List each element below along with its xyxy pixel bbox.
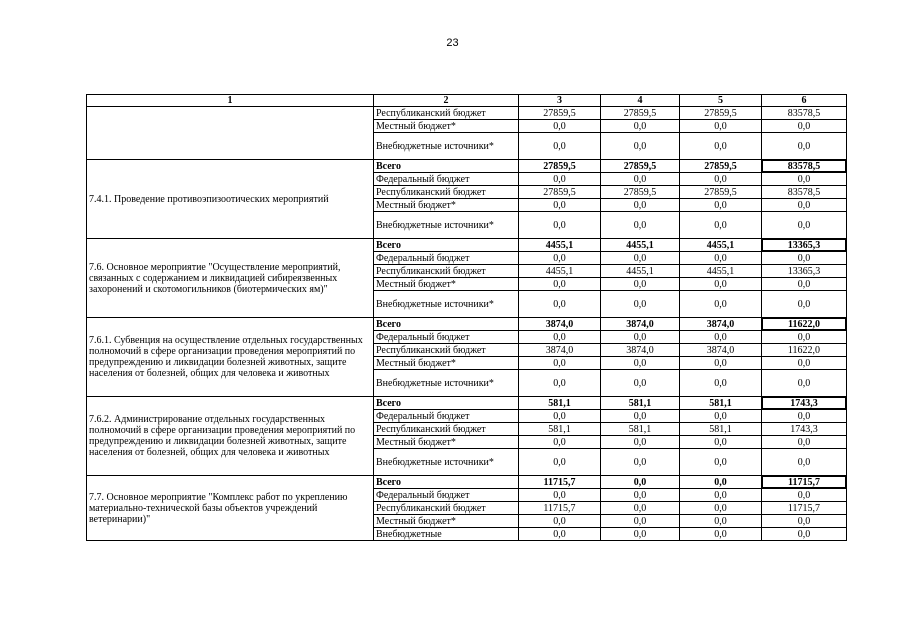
- value-year-1: 0,0: [519, 173, 601, 186]
- value-year-1: 0,0: [519, 515, 601, 528]
- value-year-3: 0,0: [680, 449, 762, 476]
- value-year-3: 0,0: [680, 528, 762, 541]
- measure-name: 7.6. Основное мероприятие "Осуществление мероприятий, связанных с содержанием и ликвидацией сибиреязвенных захоронений и скотомогильников (биотермических ям)": [87, 239, 374, 318]
- value-total: 0,0: [762, 515, 847, 528]
- funding-source: Всего: [374, 397, 519, 410]
- funding-source: Внебюджетные источники*: [374, 370, 519, 397]
- funding-source: Республиканский бюджет: [374, 265, 519, 278]
- funding-source: Местный бюджет*: [374, 436, 519, 449]
- value-year-3: 27859,5: [680, 186, 762, 199]
- column-header: 6: [762, 95, 847, 107]
- value-year-2: 0,0: [601, 331, 680, 344]
- value-year-1: 0,0: [519, 291, 601, 318]
- value-year-1: 0,0: [519, 436, 601, 449]
- value-total: 11715,7: [762, 502, 847, 515]
- value-year-3: 0,0: [680, 278, 762, 291]
- value-year-2: 0,0: [601, 357, 680, 370]
- value-year-3: 0,0: [680, 357, 762, 370]
- value-year-3: 3874,0: [680, 344, 762, 357]
- value-total: 0,0: [762, 278, 847, 291]
- value-year-1: 27859,5: [519, 186, 601, 199]
- value-year-2: 581,1: [601, 397, 680, 410]
- funding-source: Федеральный бюджет: [374, 410, 519, 423]
- value-year-2: 27859,5: [601, 160, 680, 173]
- funding-source: Внебюджетные источники*: [374, 291, 519, 318]
- value-total: 83578,5: [762, 186, 847, 199]
- value-year-3: 0,0: [680, 410, 762, 423]
- value-total: 13365,3: [762, 239, 847, 252]
- value-year-3: 0,0: [680, 252, 762, 265]
- measure-name: 7.7. Основное мероприятие "Комплекс работ по укреплению материально-технической базы объектов учреждений ветеринарии)": [87, 476, 374, 541]
- value-year-1: 3874,0: [519, 318, 601, 331]
- value-total: 0,0: [762, 173, 847, 186]
- value-year-1: 27859,5: [519, 160, 601, 173]
- value-year-2: 0,0: [601, 370, 680, 397]
- value-total: 1743,3: [762, 423, 847, 436]
- value-year-3: 4455,1: [680, 239, 762, 252]
- value-year-3: 0,0: [680, 173, 762, 186]
- funding-source: Всего: [374, 239, 519, 252]
- value-year-1: 0,0: [519, 278, 601, 291]
- value-year-3: 0,0: [680, 331, 762, 344]
- table-row: [87, 318, 847, 331]
- value-total: 1743,3: [762, 397, 847, 410]
- table-row: [87, 239, 847, 252]
- value-year-1: 0,0: [519, 410, 601, 423]
- funding-source: Внебюджетные источники*: [374, 449, 519, 476]
- funding-source: Местный бюджет*: [374, 120, 519, 133]
- column-header: 3: [519, 95, 601, 107]
- measure-name: 7.6.2. Администрирование отдельных государственных полномочий в сфере организации проведения мероприятий по предупреждению и ликвидации болезней животных, защите населения от болезней, общих для человека и животных: [87, 397, 374, 476]
- value-year-1: 3874,0: [519, 344, 601, 357]
- table-row: [87, 476, 847, 489]
- value-year-3: 27859,5: [680, 107, 762, 120]
- value-total: 11715,7: [762, 476, 847, 489]
- value-year-1: 0,0: [519, 252, 601, 265]
- value-year-2: 0,0: [601, 476, 680, 489]
- value-year-2: 581,1: [601, 423, 680, 436]
- value-year-1: 0,0: [519, 449, 601, 476]
- funding-source: Федеральный бюджет: [374, 331, 519, 344]
- value-year-3: 0,0: [680, 502, 762, 515]
- table-row: [87, 160, 847, 173]
- value-total: 0,0: [762, 528, 847, 541]
- value-year-2: 0,0: [601, 120, 680, 133]
- value-year-1: 0,0: [519, 212, 601, 239]
- value-total: 0,0: [762, 370, 847, 397]
- funding-source: Республиканский бюджет: [374, 186, 519, 199]
- value-year-3: 581,1: [680, 423, 762, 436]
- value-total: 0,0: [762, 199, 847, 212]
- value-year-3: 0,0: [680, 199, 762, 212]
- value-year-1: 11715,7: [519, 502, 601, 515]
- measure-name: 7.4.1. Проведение противоэпизоотических мероприятий: [87, 160, 374, 239]
- value-year-3: 0,0: [680, 212, 762, 239]
- value-year-1: 0,0: [519, 199, 601, 212]
- value-total: 11622,0: [762, 344, 847, 357]
- column-header: 2: [374, 95, 519, 107]
- value-year-3: 581,1: [680, 397, 762, 410]
- value-total: 0,0: [762, 252, 847, 265]
- value-year-2: 0,0: [601, 212, 680, 239]
- value-year-2: 0,0: [601, 173, 680, 186]
- table-row: [87, 397, 847, 410]
- value-year-2: 0,0: [601, 278, 680, 291]
- value-year-1: 581,1: [519, 423, 601, 436]
- value-year-2: 0,0: [601, 199, 680, 212]
- value-year-1: 581,1: [519, 397, 601, 410]
- value-year-2: 4455,1: [601, 265, 680, 278]
- value-year-1: 0,0: [519, 120, 601, 133]
- value-year-2: 0,0: [601, 502, 680, 515]
- value-year-3: 0,0: [680, 370, 762, 397]
- value-year-1: 0,0: [519, 370, 601, 397]
- value-total: 0,0: [762, 436, 847, 449]
- value-total: 0,0: [762, 410, 847, 423]
- funding-source: Республиканский бюджет: [374, 502, 519, 515]
- measure-name: 7.6.1. Субвенция на осуществление отдельных государственных полномочий в сфере организации проведения мероприятий по предупреждению и ликвидации болезней животных, защите населения от болезней, общих для человека и животных: [87, 318, 374, 397]
- value-year-3: 0,0: [680, 489, 762, 502]
- value-year-2: 3874,0: [601, 318, 680, 331]
- value-year-2: 0,0: [601, 436, 680, 449]
- value-year-1: 27859,5: [519, 107, 601, 120]
- value-year-2: 0,0: [601, 449, 680, 476]
- page-number: 23: [446, 37, 459, 49]
- funding-source: Республиканский бюджет: [374, 107, 519, 120]
- value-year-3: 27859,5: [680, 160, 762, 173]
- value-year-1: 0,0: [519, 331, 601, 344]
- value-year-2: 0,0: [601, 291, 680, 318]
- value-total: 0,0: [762, 133, 847, 160]
- value-year-1: 4455,1: [519, 239, 601, 252]
- budget-table: [86, 94, 847, 541]
- value-year-3: 0,0: [680, 120, 762, 133]
- value-year-1: 4455,1: [519, 265, 601, 278]
- table-body: [87, 107, 847, 541]
- value-year-1: 0,0: [519, 528, 601, 541]
- value-year-3: 0,0: [680, 133, 762, 160]
- value-total: 83578,5: [762, 160, 847, 173]
- value-total: 11622,0: [762, 318, 847, 331]
- funding-source: Местный бюджет*: [374, 278, 519, 291]
- column-header: 4: [601, 95, 680, 107]
- column-header: 1: [87, 95, 374, 107]
- funding-source: Федеральный бюджет: [374, 252, 519, 265]
- funding-source: Федеральный бюджет: [374, 489, 519, 502]
- value-total: 0,0: [762, 331, 847, 344]
- funding-source: Республиканский бюджет: [374, 423, 519, 436]
- funding-source: Местный бюджет*: [374, 515, 519, 528]
- value-year-1: 0,0: [519, 357, 601, 370]
- funding-source: Внебюджетные: [374, 528, 519, 541]
- funding-source: Всего: [374, 318, 519, 331]
- value-year-2: 0,0: [601, 528, 680, 541]
- value-year-2: 0,0: [601, 515, 680, 528]
- funding-source: Республиканский бюджет: [374, 344, 519, 357]
- value-year-2: 3874,0: [601, 344, 680, 357]
- value-year-2: 0,0: [601, 489, 680, 502]
- funding-source: Всего: [374, 160, 519, 173]
- value-year-3: 3874,0: [680, 318, 762, 331]
- value-year-3: 0,0: [680, 436, 762, 449]
- table-row: [87, 107, 847, 120]
- value-year-2: 27859,5: [601, 186, 680, 199]
- value-total: 0,0: [762, 212, 847, 239]
- value-total: 0,0: [762, 357, 847, 370]
- value-year-1: 0,0: [519, 133, 601, 160]
- value-year-2: 0,0: [601, 410, 680, 423]
- value-total: 0,0: [762, 120, 847, 133]
- header-row: [87, 95, 847, 107]
- value-total: 83578,5: [762, 107, 847, 120]
- value-year-3: 4455,1: [680, 265, 762, 278]
- value-year-3: 0,0: [680, 291, 762, 318]
- column-header: 5: [680, 95, 762, 107]
- measure-name: [87, 107, 374, 160]
- value-year-1: 0,0: [519, 489, 601, 502]
- value-year-3: 0,0: [680, 476, 762, 489]
- funding-source: Местный бюджет*: [374, 357, 519, 370]
- funding-source: Внебюджетные источники*: [374, 133, 519, 160]
- value-year-2: 27859,5: [601, 107, 680, 120]
- value-total: 0,0: [762, 291, 847, 318]
- funding-source: Федеральный бюджет: [374, 173, 519, 186]
- value-year-2: 0,0: [601, 252, 680, 265]
- value-total: 13365,3: [762, 265, 847, 278]
- value-total: 0,0: [762, 449, 847, 476]
- value-year-2: 0,0: [601, 133, 680, 160]
- value-year-3: 0,0: [680, 515, 762, 528]
- funding-source: Местный бюджет*: [374, 199, 519, 212]
- funding-source: Всего: [374, 476, 519, 489]
- value-total: 0,0: [762, 489, 847, 502]
- funding-source: Внебюджетные источники*: [374, 212, 519, 239]
- value-year-1: 11715,7: [519, 476, 601, 489]
- value-year-2: 4455,1: [601, 239, 680, 252]
